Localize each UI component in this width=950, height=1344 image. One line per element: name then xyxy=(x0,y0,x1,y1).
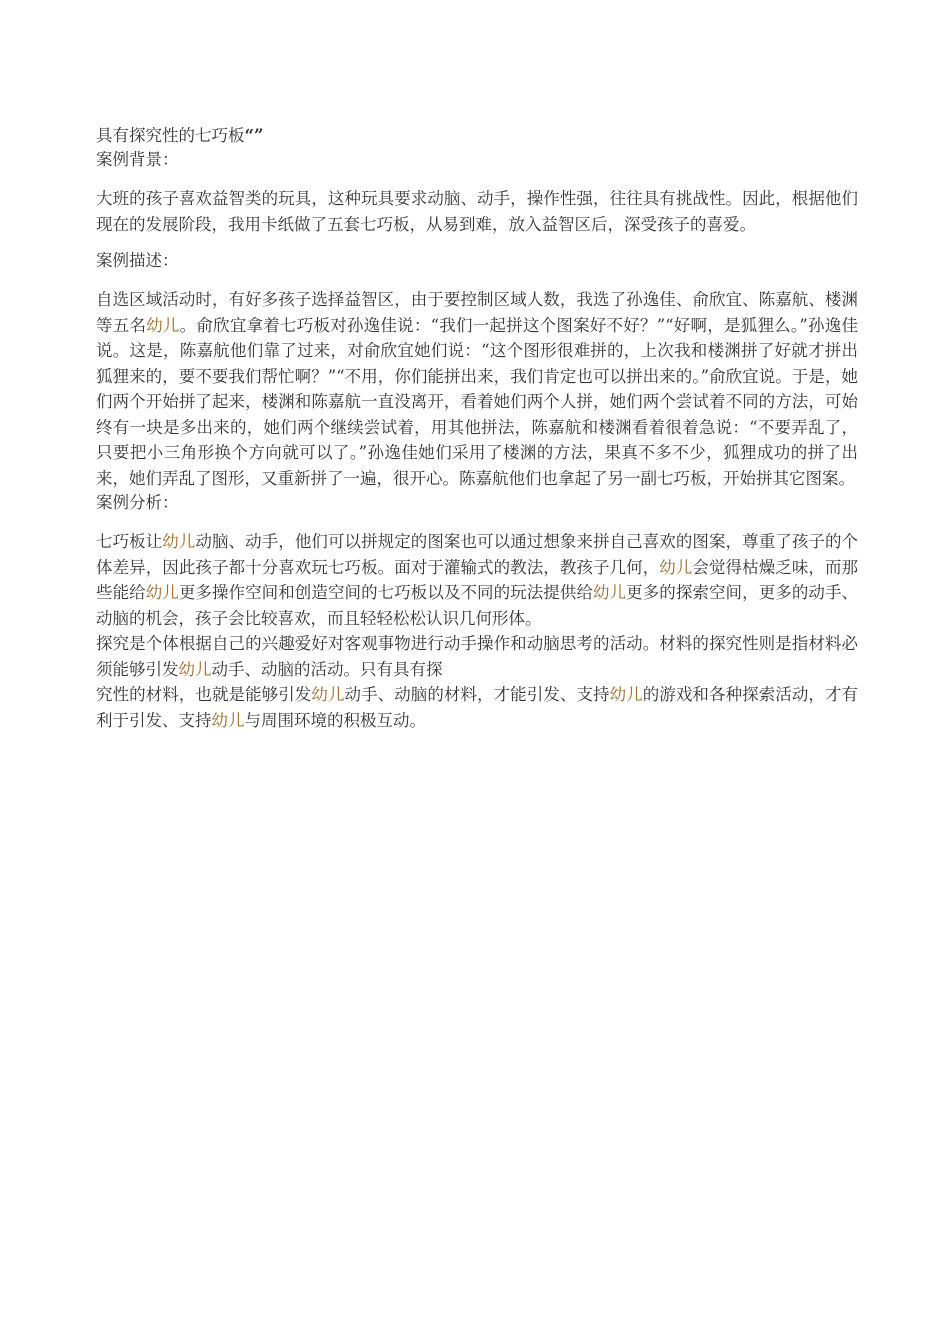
document-body xyxy=(96,124,858,733)
section-heading-description: 案例描述： xyxy=(96,251,179,270)
keyword-highlight: 幼儿 xyxy=(593,583,627,602)
text-run: 动手、动脑的材料，才能引发、支持 xyxy=(344,685,610,704)
document-title xyxy=(96,124,858,148)
text-run: 会觉得枯燥乏味，而那些能给 xyxy=(96,557,859,602)
text-run: 究性的材料，也就是能够引发 xyxy=(96,685,312,704)
keyword-highlight: 幼儿 xyxy=(162,532,196,551)
paragraph-description xyxy=(96,287,858,491)
text-run: 七巧板让 xyxy=(96,532,163,551)
paragraph-background: 大班的孩子喜欢益智类的玩具，这种玩具要求动脑、动手，操作性强，往往具有挑战性。因此，根据他们现在的发展阶段，我用卡纸做了五套七巧板，从易到难，放入益智区后，深受孩子的喜爱。 xyxy=(96,189,858,234)
text-run: 。俞欣宜拿着七巧板对孙逸佳说：“我们一起拼这个图案好不好？”“好啊，是狐狸么。”孙逸佳说。这是，陈嘉航他们靠了过来，对俞欣宜她们说：“这个图形很难拼的，上次我和楼渊拼了好就才拼出狐狸来的，要不要我们帮忙啊？”“不用，你们能拼出来，我们肯定也可以拼出来的。”俞欣宜说。于是，她们两个开始拼了起来，楼渊和陈嘉航一直没离开，看着她们两个人拼，她们两个尝试着不同的方法，可始终有一块是多出来的，她们两个继续尝试着，用其他拼法，陈嘉航和楼渊看着很着急说：“不要弄乱了，只要把小三角形换个方向就可以了。”孙逸佳她们采用了楼渊的方法，果真不多不少，狐狸成功的拼了出来，她们弄乱了图形，又重新拼了一遍，很开心。陈嘉航他们也拿起了另一副七巧板，开始拼其它图案。 xyxy=(96,315,859,488)
keyword-highlight: 幼儿 xyxy=(145,583,179,602)
title-quotes: “” xyxy=(244,126,264,145)
paragraph-analysis-1 xyxy=(96,529,858,631)
text-run: 更多操作空间和创造空间的七巧板以及不同的玩法提供给 xyxy=(178,583,594,602)
keyword-highlight: 幼儿 xyxy=(146,315,180,335)
text-run: 动手、动脑的活动。只有具有探 xyxy=(211,659,443,679)
keyword-highlight: 幼儿 xyxy=(211,710,245,730)
paragraph-analysis-2 xyxy=(96,631,858,682)
section-heading-analysis: 案例分析： xyxy=(96,493,179,512)
text-run: 自选区域活动时，有好多孩子选择益智区，由于要控制区域人数，我选了孙逸佳、俞欣宜、陈嘉航、楼渊等五名 xyxy=(96,290,858,335)
keyword-highlight: 幼儿 xyxy=(311,685,345,704)
section-heading-background: 案例背景： xyxy=(96,150,179,169)
keyword-highlight: 幼儿 xyxy=(659,557,693,577)
text-run: 动脑、动手，他们可以拼规定的图案也可以通过想象来拼自己喜欢的图案，尊重了孩子的个体差异，因此孩子都十分喜欢玩七巧板。面对于灌输式的教法，教孩子几何， xyxy=(96,532,859,577)
text-run: 与周围环境的积极互动。 xyxy=(244,710,426,730)
text-run: 的游戏和各种探索活动，才有利于引发、支持 xyxy=(96,685,859,730)
title-text: 具有探究性的七巧板 xyxy=(96,126,245,145)
text-run: 更多的探索空间，更多的动手、动脑的机会，孩子会比较喜欢，而且轻轻松松认识几何形体。 xyxy=(96,583,859,628)
paragraph-analysis-3 xyxy=(96,682,858,733)
keyword-highlight: 幼儿 xyxy=(178,659,212,679)
keyword-highlight: 幼儿 xyxy=(609,685,643,704)
text-run: 探究是个体根据自己的兴趣爱好对客观事物进行动手操作和动脑思考的活动。材料的探究性则是指材料必须能够引发 xyxy=(96,634,858,679)
